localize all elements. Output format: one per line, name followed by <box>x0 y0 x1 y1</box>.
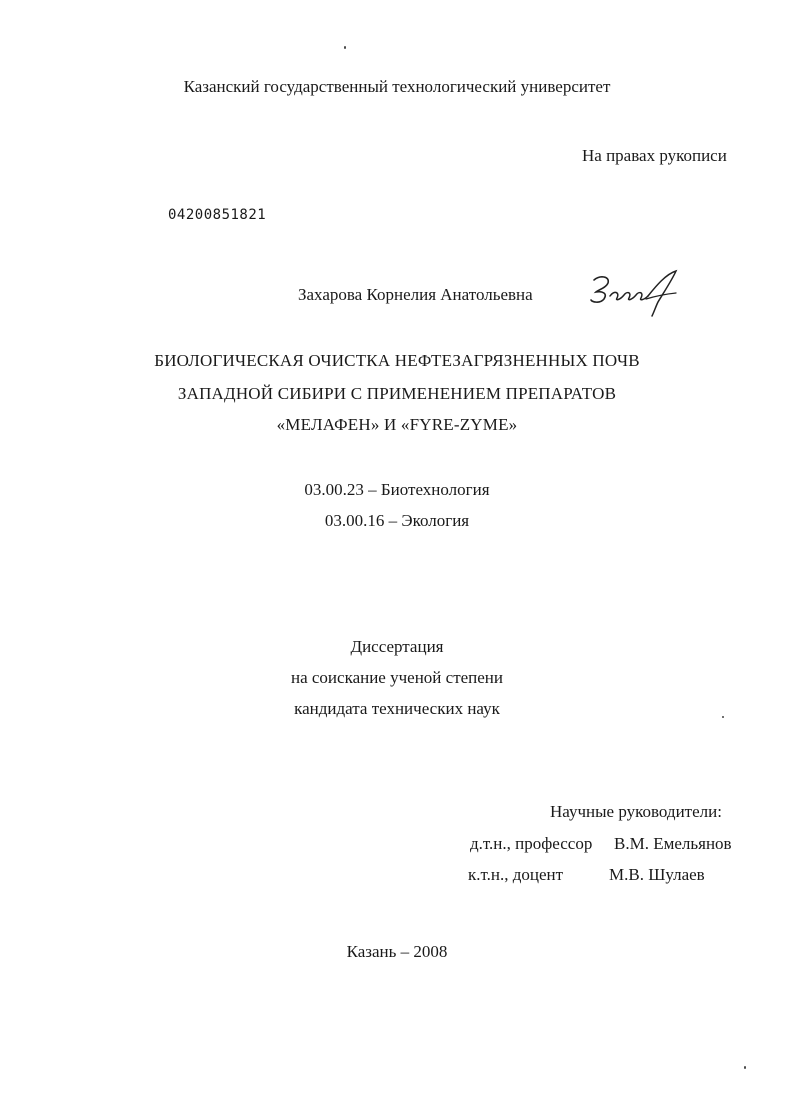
university-name: Казанский государственный технологический университет <box>183 77 611 96</box>
supervisor-1-name: В.М. Емельянов <box>614 834 732 853</box>
supervisors-heading: Научные руководители: <box>550 802 722 821</box>
rights-notice: На правах рукописи <box>582 146 727 165</box>
supervisor-2-degree: к.т.н., доцент <box>468 865 564 884</box>
supervisor-2-name: М.В. Шулаев <box>609 865 705 884</box>
supervisor-1-degree: д.т.н., профессор <box>470 834 593 853</box>
title-line-3: «МЕЛАФЕН» И «FYRE-ZYME» <box>276 415 518 434</box>
scan-speck <box>722 716 724 718</box>
specialty-biotechnology: 03.00.23 – Биотехнология <box>304 480 490 499</box>
scan-speck <box>744 1066 746 1069</box>
title-line-2: ЗАПАДНОЙ СИБИРИ С ПРИМЕНЕНИЕМ ПРЕПАРАТОВ <box>177 384 617 403</box>
author-name: Захарова Корнелия Анатольевна <box>298 285 533 304</box>
registration-number: 04200851821 <box>168 207 267 223</box>
specialty-ecology: 03.00.16 – Экология <box>324 511 470 530</box>
degree-purpose: на соискание ученой степени <box>290 668 504 687</box>
author-signature <box>586 266 686 318</box>
place-and-year: Казань – 2008 <box>346 942 448 961</box>
scan-speck <box>344 46 346 49</box>
dissertation-label: Диссертация <box>350 637 444 656</box>
degree-title: кандидата технических наук <box>294 699 500 718</box>
title-line-1: БИОЛОГИЧЕСКАЯ ОЧИСТКА НЕФТЕЗАГРЯЗНЕННЫХ ПОЧВ <box>154 351 640 370</box>
